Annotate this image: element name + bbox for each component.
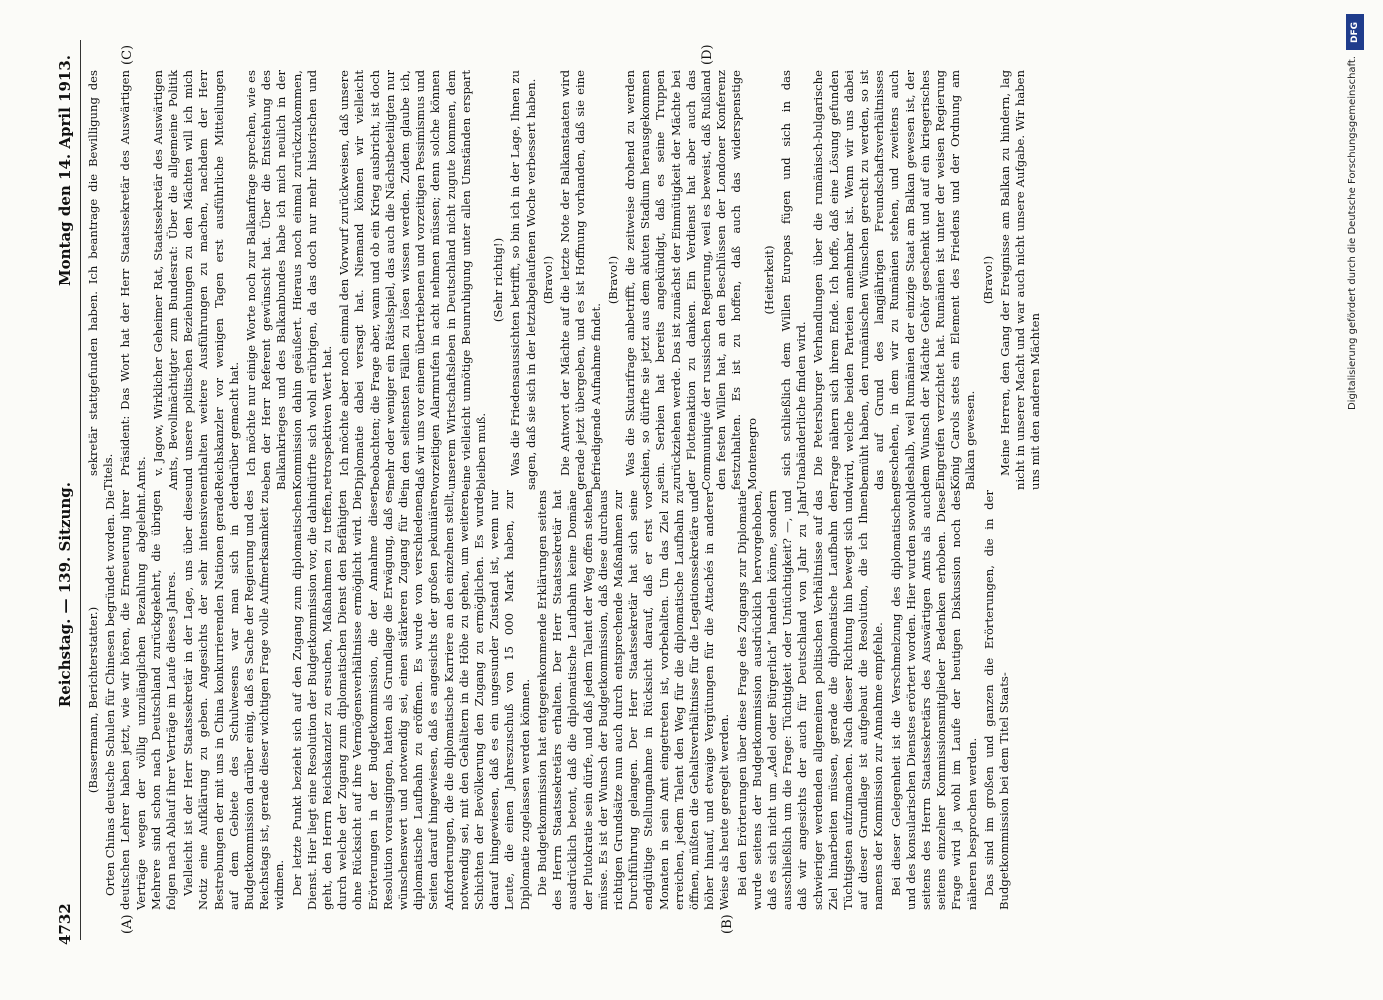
digitization-credit: Digitalisierung gefördert durch die Deutsche Forschungsgemeinschaft. (1347, 56, 1358, 411)
marker-c: (C) (120, 44, 135, 65)
left-column-paragraph: Der letzte Punkt bezieht sich auf den Zugang zum diplomatischen Dienst. Hier liegt eine Resolution der Budgetkommission vor, die dahin geht, den Herrn Reichskanzler zu ersuchen, Maßnahmen zu treffen, durch welche der Zugang zum diplomatischen Dienst den Befähigten ohne Rücksicht auf ihre Vermögensverhältnisse ermöglicht wird. Die Erörterungen in der Budgetkommission, die der Annahme dieser Resolution vorausgingen, hatten als Grundlage die Erwägung, daß es wünschenswert und notwendig sei, einen stärkeren Zugang für die diplomatische Laufbahn zu eröffnen. Es wurde von verschiedenen Seiten darauf hingewiesen, daß es angesichts der großen pekuniären Anforderungen, die die diplomatische Karriere an den einzelnen stellt, notwendig sei, mit den Gehältern in die Höhe zu gehen, um weiteren Schichten der Bevölkerung den Zugang zu ermöglichen. Es wurde darauf hingewiesen, daß es ein ungesunder Zustand ist, wenn nur Leute, die einen Jahreszuschuß von 15 000 Mark haben, zur Diplomatie zugelassen werden können. (289, 490, 532, 910)
marker-b: (B) (720, 914, 735, 934)
right-column-paragraph: v. Jagow, Wirklicher Geheimer Rat, Staatssekretär des Auswärtigen Amts, Bevollmächtigter zum Bundesrat: Über die allgemeine Politik und unsere politischen Beziehungen zu den Mächten will ich mich enthalten weitere Ausführungen zu machen, nachdem der Herr Reichskanzler vor wenigen Tagen erst ausführliche Mitteilungen darüber gemacht hat. (150, 70, 241, 490)
left-column-paragraph: (Bassermann, Berichterstatter.) (86, 606, 100, 794)
right-column-paragraph: Meine Herren, den Gang der Ereignisse am Balkan zu hindern, lag nicht in unserer Macht und war auch nicht unsere Aufgabe. Wir haben uns mit den anderen Mächten (997, 70, 1043, 490)
left-column-paragraph: Die Budgetkommission hat entgegenkommende Erklärungen seitens des Herrn Staatssekretärs erhalten. Der Herr Staatssekretär hat ausdrücklich betont, daß die diplomatische Laufbahn keine Domäne der Plutokratie sein dürfe, und daß jedem Talent der Weg offen stehen müsse. Es ist der Wunsch der Budgetkommission, daß diese durchaus richtigen Grundsätze nun auch durch entsprechende Maßnahmen zur Durchführung gelangen. Der Herr Staatssekretär hat sich seine endgültige Stellungnahme in Rücksicht darauf, daß er erst vor Monaten in sein Amt eingetreten ist, vorbehalten. Um das Ziel zu erreichen, jedem Talent den Weg für die diplomatische Laufbahn zu öffnen, müßten die Gehaltsverhältnisse für die Legationssekretäre und höher hinauf, und etwaige Vergütungen für die Attachés in anderer Weise als heute geregelt werden. (534, 490, 732, 910)
left-column (86, 490, 1014, 910)
right-column-paragraph: (Sehr richtig!) (491, 237, 506, 323)
right-column-paragraph: (Bravo!) (605, 255, 620, 305)
right-column-paragraph: (Bravo!) (980, 255, 995, 305)
right-column-paragraph: Was die Friedensaussichten betrifft, so bin ich in der Lage, Ihnen zu sagen, daß sie sich in der letztabgelaufenen Woche verbessert haben. (508, 70, 538, 490)
marker-a: (A) (120, 914, 135, 934)
right-column-paragraph: Die Antwort der Mächte auf die letzte Note der Balkanstaaten wird gerade jetzt übergeben, und es ist Hoffnung vorhanden, daß sie eine befriedigende Aufnahme findet. (558, 70, 603, 490)
left-column-paragraph: Bei dieser Gelegenheit ist die Verschmelzung des diplomatischen und des konsularischen Dienstes erörtert worden. Hier wurden sowohl seitens des Herrn Staatssekretärs des Auswärtigen Amts als auch seitens einzelner Kommissionsmitglieder Bedenken erhoben. Diese Frage wird ja wohl im Laufe der heutigen Diskussion noch des näheren besprochen werden. (888, 490, 979, 910)
right-column-paragraph: sekretär stattgefunden haben. Ich beantrage die Bewilligung des Titels. (86, 70, 116, 490)
marker-d: (D) (700, 44, 715, 65)
right-column-paragraph: Die Petersburger Verhandlungen über die rumänisch-bulgarische Frage nähern sich ihrem Ende. Ich hoffe, daß eine Lösung gefunden wird, welche beiden Parteien annehmbar ist. Wenn wir uns dabei bemüht haben, den rumänischen Wünschen gerecht zu werden, so ist das auf Grund des langjährigen Freundschaftsverhältnisses geschehen, in dem wir zu Rumänien stehen, und zweitens auch deshalb, weil Rumänien der einzige Staat am Balkan gewesen ist, der dem Wunsch der Mächte Gehör geschenkt und auf ein kriegerisches Eingreifen verzichtet hat. Rumänien ist unter der weisen Regierung König Carols stets ein Element des Friedens und der Ordnung am Balkan gewesen. (811, 70, 978, 490)
left-column-paragraph: Orten Chinas deutsche Schulen für Chinesen begründet worden. Die deutschen Lehrer haben jetzt, wie wir hören, die Erneuerung ihrer Verträge wegen der völlig unzulänglichen Bezahlung abgelehnt. Mehrere sind schon nach Deutschland zurückgekehrt, die übrigen folgen nach Ablauf ihrer Verträge im Laufe dieses Jahres. (103, 490, 179, 910)
right-column-paragraph: (Heiterkeit) (761, 245, 776, 315)
right-column-paragraph: Was die Skutarifrage anbetrifft, die zeitweise drohend zu werden schien, so dürfte sie jetzt aus dem akuten Stadium herausgekommen sein. Serbien hat bereits angekündigt, daß es seine Truppen zurückziehen werde. Das ist zunächst der Einmütigkeit der Mächte bei der Flottenaktion zu danken. Ein Verdienst hat aber auch das Communiqué der russischen Regierung, weil es beweist, daß Rußland den festen Willen hat, an den Beschlüssen der Londoner Konferenz festzuhalten. Es ist zu hoffen, daß auch das widerspenstige Montenegro (622, 70, 759, 490)
right-column-paragraph: (Bravo!) (540, 255, 555, 305)
digitization-sidebar (1344, 8, 1366, 998)
right-column (86, 70, 1045, 490)
left-column-paragraph: Das sind im großen und ganzen die Erörterungen, die in der Budgetkommission bei dem Titel Staats- (981, 490, 1011, 910)
right-column-paragraph: Präsident: Das Wort hat der Herr Staatssekretär des Auswärtigen Amts. (118, 70, 148, 490)
header-rule (80, 40, 81, 940)
dfg-logo: DFG (1346, 14, 1364, 50)
left-column-paragraph: Vielleicht ist der Herr Staatssekretär in der Lage, uns über diese Notiz eine Aufklärung zu geben. Angesichts der sehr intensiven Bestrebungen der mit uns in China konkurrierenden Nationen gerade auf dem Gebiete des Schulwesens war man sich in der Budgetkommission darüber einig, daß es Sache der Regierung und des Reichstags ist, gerade dieser wichtigen Frage volle Aufmerksamkeit zu widmen. (181, 490, 287, 910)
right-column-paragraph: Ich möchte nur einige Worte noch zur Balkanfrage sprechen, wie es eben der Herr Referent gewünscht hat. Über die Entstehung des Balkankrieges und des Balkanbundes habe ich mich neulich in der Kommission dahin geäußert. Hieraus noch einmal zurückzukommen, dürfte sich wohl erübrigen, da das doch nur mehr historischen und retrospektiven Wert hat. (244, 70, 335, 490)
session-title: Reichstag. — 139. Sitzung. (56, 482, 74, 708)
page-header (52, 55, 78, 945)
page-number: 4732 (56, 903, 74, 945)
right-column-paragraph: Ich möchte aber noch einmal den Vorwurf zurückweisen, daß unsere Diplomatie dabei versagt hat. Niemand können wir vielleicht beobachten; die Frage aber, wann und ob ein Krieg ausbricht, ist doch mehr oder weniger ein Rätselspiel, das auch die Nächstbeteiligten nur in den seltensten Fällen zu lösen wissen werden. Zudem glaube ich, daß wir uns vor einem übertriebenen und vorzeitigen Pessimismus und vorzeitigen Alarmrufen in acht nehmen müssen; denn solche können unserem Wirtschaftsleben in Deutschland nicht zugute kommen, dem eine vielleicht unnötige Beunruhigung unter allen Umständen erspart bleiben muß. (337, 70, 489, 490)
left-column-paragraph: Bei den Erörterungen über diese Frage des Zugangs zur Diplomatie wurde seitens der Budgetkommission ausdrücklich hervorgehoben, daß es sich nicht um „Adel oder Bürgerlich“ handeln könne, sondern ausschließlich um die Frage: Tüchtigkeit oder Untüchtigkeit? —, und daß wir angesichts der auch für Deutschland von Jahr zu Jahr schwieriger werdenden allgemeinen politischen Verhältnisse auf das Ziel hinarbeiten müssen, gerade die diplomatische Laufbahn den Tüchtigsten aufzumachen. Nach dieser Richtung hin bewegt sich und auf dieser Grundlage ist aufgebaut die Resolution, die ich Ihnen namens der Kommission zur Annahme empfehle. (734, 490, 886, 910)
right-column-paragraph: sich schließlich dem Willen Europas fügen und sich in das Unabänderliche finden wird. (778, 70, 809, 490)
session-date: Montag den 14. April 1913. (56, 55, 74, 286)
